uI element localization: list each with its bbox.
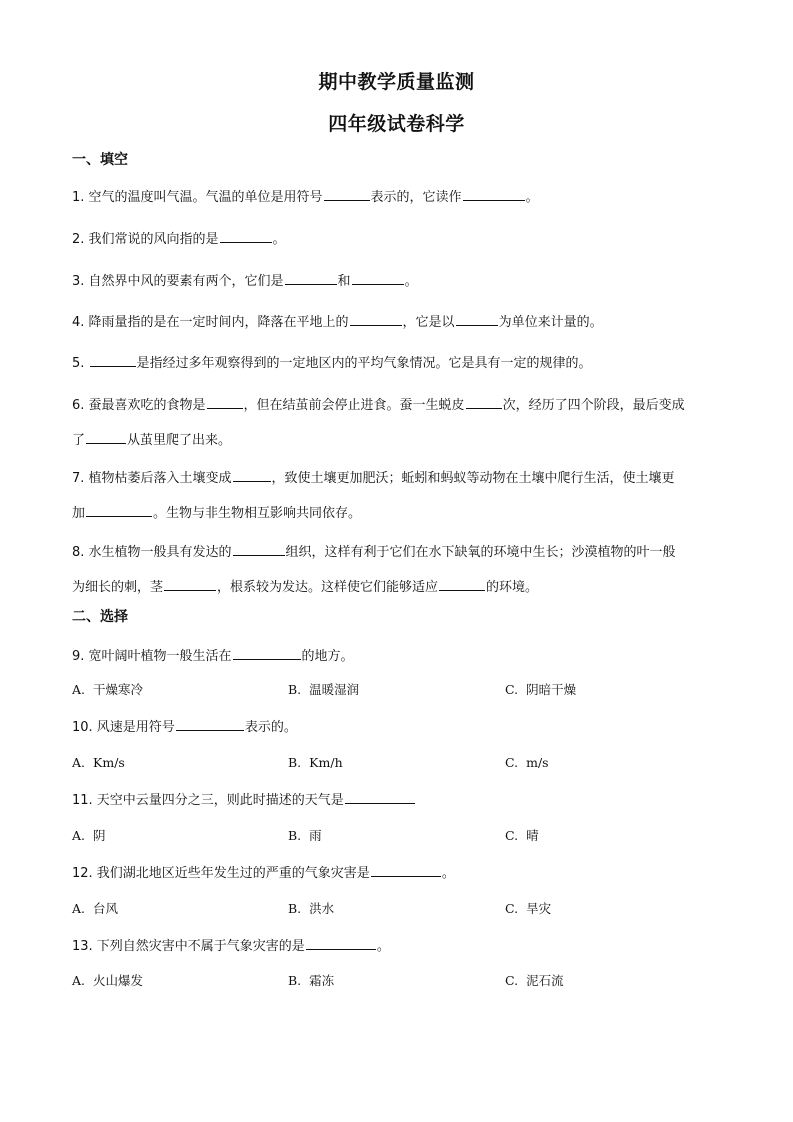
answer-blank: [463, 186, 525, 201]
question-text: 12. 我们湖北地区近些年发生过的严重的气象灾害是: [72, 866, 370, 881]
answer-blank: [439, 576, 485, 591]
question-text: 和: [337, 274, 351, 289]
option-a[interactable]: A. 火山爆发: [72, 973, 144, 988]
option-a[interactable]: A. Km/s: [72, 755, 125, 770]
question-text: 的环境。: [486, 580, 539, 595]
question-text: ，但在结茧前会停止进食。蚕一生蜕皮: [243, 398, 465, 413]
option-c[interactable]: C. 旱灾: [505, 901, 552, 916]
option-b[interactable]: B. 雨: [288, 828, 322, 843]
question-text: 为单位来计量的。: [498, 315, 603, 330]
question-text: ，它是以: [402, 315, 455, 330]
question-text: 4. 降雨量指的是在一定时间内，降落在平地上的: [72, 315, 349, 330]
answer-blank: [466, 394, 502, 409]
question-11: [72, 789, 732, 811]
answer-blank: [350, 311, 402, 326]
option-a[interactable]: A. 阴: [72, 828, 106, 843]
question-text: 8. 水生植物一般具有发达的: [72, 545, 232, 560]
options-q9: [72, 680, 732, 700]
option-b[interactable]: B. 霜冻: [288, 973, 335, 988]
answer-blank: [164, 576, 216, 591]
question-text: 11. 天空中云量四分之三，则此时描述的天气是: [72, 793, 344, 808]
options-q10: [72, 753, 732, 773]
question-text: 13. 下列自然灾害中不属于气象灾害的是: [72, 939, 305, 954]
question-text: 组织，这样有利于它们在水下缺氧的环境中生长；沙漠植物的叶一般: [285, 545, 676, 560]
question-4: [72, 311, 732, 333]
question-text: 。: [272, 232, 286, 247]
question-text: 。: [376, 939, 390, 954]
options-q11: [72, 826, 732, 846]
question-6-line-1: [72, 394, 732, 416]
question-8-line-1: [72, 541, 732, 563]
answer-blank: [371, 862, 441, 877]
question-12: [72, 862, 732, 884]
question-8-line-2: [72, 576, 732, 598]
question-text: 3. 自然界中风的要素有两个，它们是: [72, 274, 284, 289]
question-text: 。: [404, 274, 418, 289]
question-6-line-2: [72, 429, 732, 451]
option-b[interactable]: B. 温暖湿润: [288, 682, 360, 697]
answer-blank: [90, 352, 136, 367]
answer-blank: [285, 270, 337, 285]
answer-blank: [220, 228, 272, 243]
option-b[interactable]: B. Km/h: [288, 755, 343, 770]
option-a[interactable]: A. 干燥寒冷: [72, 682, 144, 697]
option-a[interactable]: A. 台风: [72, 901, 119, 916]
question-2: [72, 228, 732, 250]
question-10: [72, 716, 732, 738]
section-heading-fill: 一、填空: [72, 152, 128, 168]
section-heading-choice: 二、选择: [72, 609, 128, 625]
question-text: ，根系较为发达。这样使它们能够适应: [217, 580, 439, 595]
question-9: [72, 645, 732, 667]
option-c[interactable]: C. 阴暗干燥: [505, 682, 577, 697]
answer-blank: [207, 394, 243, 409]
question-text: 。: [525, 190, 539, 205]
question-text: 从茧里爬了出来。: [127, 433, 232, 448]
question-text: 加: [72, 506, 86, 521]
answer-blank: [86, 429, 126, 444]
question-text: 1. 空气的温度叫气温。气温的单位是用符号: [72, 190, 323, 205]
question-text: 9. 宽叶阔叶植物一般生活在: [72, 649, 232, 664]
question-text: 了: [72, 433, 86, 448]
question-text: 7. 植物枯萎后落入土壤变成: [72, 471, 232, 486]
question-text: 表示的，它读作: [370, 190, 462, 205]
answer-blank: [352, 270, 404, 285]
question-text: 6. 蚕最喜欢吃的食物是: [72, 398, 206, 413]
question-text: 5.: [72, 356, 89, 371]
question-text: 。生物与非生物相互影响共同依存。: [153, 506, 362, 521]
question-text: 10. 风速是用符号: [72, 720, 175, 735]
question-text: 为细长的刺，茎: [72, 580, 164, 595]
answer-blank: [233, 645, 301, 660]
answer-blank: [456, 311, 498, 326]
answer-blank: [233, 467, 271, 482]
question-13: [72, 935, 732, 957]
question-text: 2. 我们常说的风向指的是: [72, 232, 219, 247]
option-c[interactable]: C. m/s: [505, 755, 549, 770]
answer-blank: [86, 502, 152, 517]
answer-blank: [324, 186, 370, 201]
question-7-line-1: [72, 467, 732, 489]
answer-blank: [306, 935, 376, 950]
question-5: [72, 352, 732, 374]
option-c[interactable]: C. 晴: [505, 828, 539, 843]
question-text: ，致使土壤更加肥沃；蚯蚓和蚂蚁等动物在土壤中爬行生活，使土壤更: [271, 471, 675, 486]
option-c[interactable]: C. 泥石流: [505, 973, 564, 988]
answer-blank: [345, 789, 415, 804]
question-3: [72, 270, 732, 292]
question-text: 。: [441, 866, 455, 881]
question-text: 次，经历了四个阶段，最后变成: [502, 398, 685, 413]
question-text: 的地方。: [301, 649, 354, 664]
question-text: 表示的。: [244, 720, 297, 735]
question-1: [72, 186, 732, 208]
page-title: 期中教学质量监测: [318, 71, 475, 93]
answer-blank: [233, 541, 285, 556]
answer-blank: [176, 716, 244, 731]
question-7-line-2: [72, 502, 732, 524]
question-text: 是指经过多年观察得到的一定地区内的平均气象情况。它是具有一定的规律的。: [136, 356, 592, 371]
option-b[interactable]: B. 洪水: [288, 901, 335, 916]
options-q13: [72, 971, 732, 991]
options-q12: [72, 899, 732, 919]
page-subtitle: 四年级试卷科学: [328, 113, 465, 135]
